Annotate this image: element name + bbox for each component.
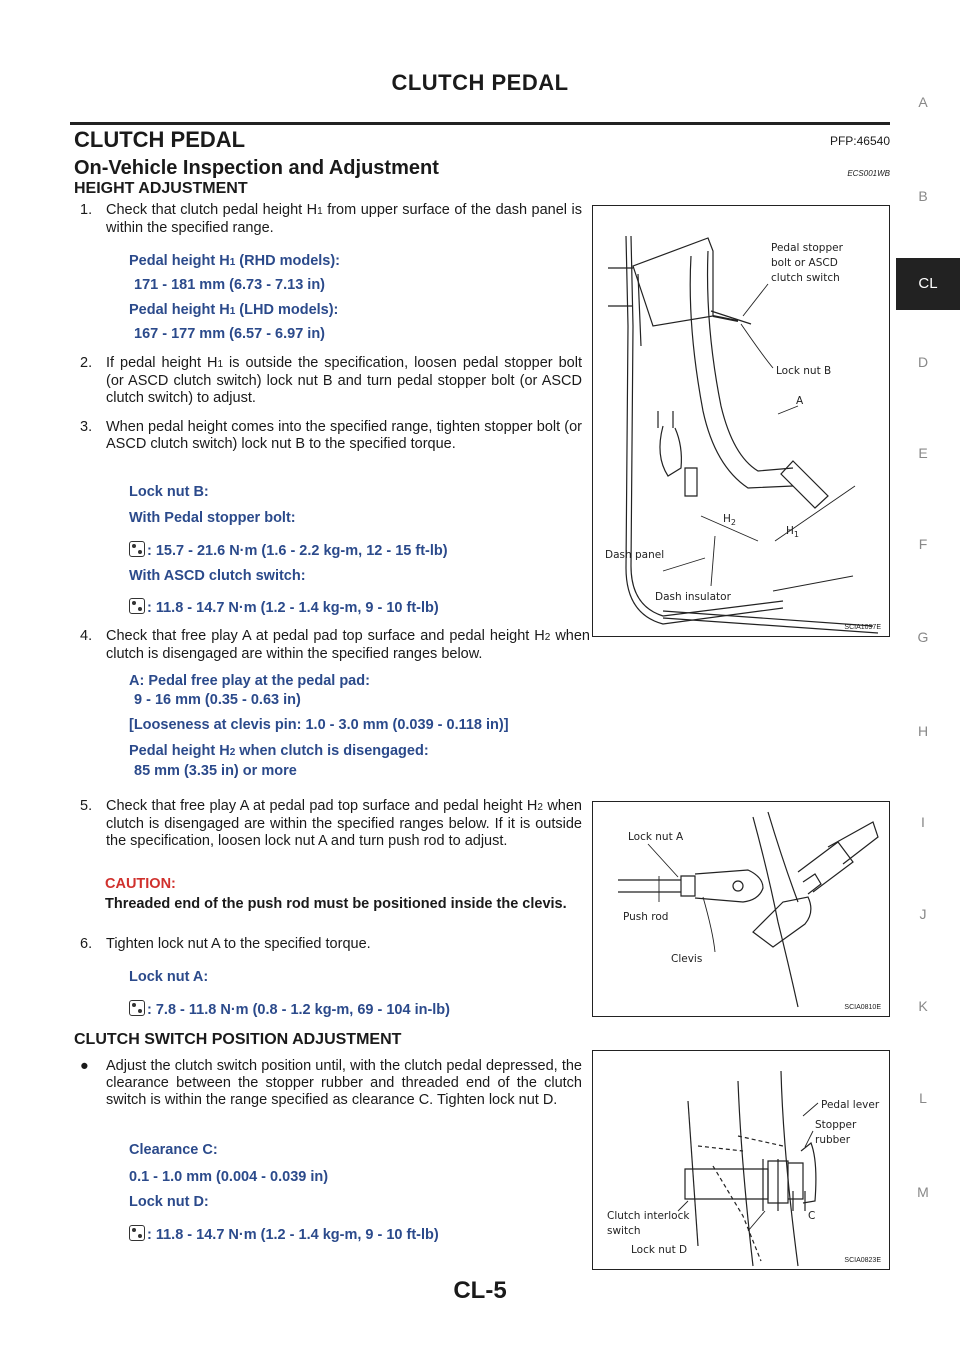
spec-lhd-label: Pedal height H1 (LHD models):	[129, 302, 339, 318]
stopper-bolt-label: With Pedal stopper bolt:	[129, 510, 296, 526]
side-tab-e[interactable]: E	[918, 445, 928, 461]
fig1-h1: $H_1$	[786, 525, 799, 539]
caution-label: CAUTION:	[105, 876, 176, 892]
push-rod-diagram	[593, 802, 889, 1016]
side-tab-k[interactable]: K	[918, 998, 928, 1014]
side-tab-i[interactable]: I	[921, 814, 925, 830]
step-1-number: 1.	[80, 202, 93, 218]
step-1	[80, 202, 582, 237]
switch-adjustment-heading: CLUTCH SWITCH POSITION ADJUSTMENT	[74, 1031, 402, 1048]
torque-wrench-icon	[129, 598, 145, 614]
ecs-code: ECS001WB	[847, 169, 890, 178]
fig1-a: A	[796, 395, 804, 407]
height-adjustment-heading: HEIGHT ADJUSTMENT	[74, 180, 248, 197]
fig1-stopper-label: Pedal stopper	[771, 242, 843, 254]
clutch-switch-diagram	[593, 1051, 889, 1269]
clearance-value: 0.1 - 1.0 mm (0.004 - 0.039 in)	[129, 1169, 329, 1185]
step-1-text-b: from upper surface of the dash panel is within the specified range.	[106, 202, 582, 236]
fig1-dash-panel: Dash panel	[605, 549, 665, 561]
side-tab-h[interactable]: H	[917, 723, 929, 739]
page-footer: CL-5	[453, 1277, 507, 1304]
fig1-dash-insulator: Dash insulator	[655, 591, 731, 603]
stopper-bolt-torque: : 15.7 - 21.6 N·m (1.6 - 2.2 kg-m, 12 - 15 ft-lb)	[129, 541, 448, 559]
side-tab-cl[interactable]: CL	[896, 258, 960, 310]
fig2-code: SCIA0810E	[844, 1004, 881, 1011]
bullet: ●	[80, 1058, 89, 1074]
spec-rhd-value: 171 - 181 mm (6.73 - 7.13 in)	[134, 277, 326, 293]
side-tab-g[interactable]: G	[917, 629, 929, 645]
page-header: CLUTCH PEDAL	[391, 70, 569, 95]
subsection-title: On-Vehicle Inspection and Adjustment	[74, 157, 439, 179]
fig3-lock-nut-d: Lock nut D	[631, 1244, 688, 1256]
ascd-switch-torque: : 11.8 - 14.7 N·m (1.2 - 1.4 kg-m, 9 - 10 ft-lb)	[129, 598, 439, 616]
lock-nut-a-label: Lock nut A:	[129, 969, 209, 985]
h2-value: 85 mm (3.35 in) or more	[134, 763, 297, 779]
pedal-height-diagram	[593, 206, 889, 636]
free-play-label: A: Pedal free play at the pedal pad:	[129, 673, 370, 689]
side-tab-b[interactable]: B	[918, 188, 928, 204]
step-5: 5. Check that free play A at pedal pad top surface and pedal height H2 when clutch is disengaged are within the specified ranges below. If it is outside the specification, loosen lock nut A and turn push rod to adjust.	[80, 798, 582, 849]
torque-wrench-icon	[129, 1225, 145, 1241]
side-tab-j[interactable]: J	[919, 906, 927, 922]
ascd-switch-label: With ASCD clutch switch:	[129, 568, 306, 584]
section-title: CLUTCH PEDAL	[74, 127, 246, 152]
step-4: 4. Check that free play A at pedal pad top surface and pedal height H2 when clutch is disengaged are within the specified ranges below.	[80, 628, 590, 662]
free-play-value: 9 - 16 mm (0.35 - 0.63 in)	[134, 692, 301, 708]
fig3-pedal-lever: Pedal lever	[821, 1099, 880, 1111]
figure-pedal-height	[592, 205, 890, 637]
side-tab-a[interactable]: A	[918, 94, 928, 110]
fig2-push-rod: Push rod	[623, 911, 669, 923]
switch-instruction: ● Adjust the clutch switch position until, with the clutch pedal depressed, the clearance between the stopper rubber and threaded end of the clutch switch is within the range specified as clearance C. Tighten lock nut D.	[80, 1058, 582, 1108]
fig3-stopper-rubber: Stopper	[815, 1119, 857, 1131]
step-6: 6. Tighten lock nut A to the specified torque.	[80, 936, 371, 952]
fig1-code: SCIA1097E	[844, 624, 881, 631]
looseness-spec: [Looseness at clevis pin: 1.0 - 3.0 mm (0.039 - 0.118 in)]	[129, 717, 509, 733]
side-tab-l[interactable]: L	[919, 1090, 927, 1106]
fig3-c: C	[808, 1210, 816, 1222]
side-tab-d[interactable]: D	[917, 354, 929, 370]
figure-push-rod	[592, 801, 890, 1017]
lock-nut-d-torque: : 11.8 - 14.7 N·m (1.2 - 1.4 kg-m, 9 - 10 ft-lb)	[129, 1225, 439, 1243]
h2-label: Pedal height H2 when clutch is disengaged:	[129, 743, 429, 759]
fig1-stopper-label: bolt or ASCD	[771, 257, 838, 269]
torque-wrench-icon	[129, 541, 145, 557]
lock-nut-d-label: Lock nut D:	[129, 1194, 209, 1210]
clearance-label: Clearance C:	[129, 1142, 218, 1158]
header-rule	[70, 122, 890, 125]
fig2-lock-nut-a: Lock nut A	[628, 831, 684, 843]
step-1-text-a: Check that clutch pedal height H	[106, 202, 318, 218]
fig3-code: SCIA0823E	[844, 1257, 881, 1264]
step-2: 2. If pedal height H1 is outside the specification, loosen pedal stopper bolt (or ASCD clutch switch) lock nut B and turn pedal stopper bolt (or ASCD clutch switch) to adjust.	[80, 355, 582, 406]
fig3-switch-label: switch	[607, 1225, 641, 1237]
step-3: 3. When pedal height comes into the specified range, tighten stopper bolt (or ASCD clutch switch) lock nut B to the specified torque.	[80, 419, 582, 452]
fig3-switch-label: Clutch interlock	[607, 1210, 690, 1222]
fig3-stopper-rubber: rubber	[815, 1134, 851, 1146]
torque-wrench-icon	[129, 1000, 145, 1016]
caution-text: Threaded end of the push rod must be positioned inside the clevis.	[105, 896, 567, 912]
spec-rhd-label: Pedal height H1 (RHD models):	[129, 253, 341, 269]
step-1-subscript: 1	[317, 206, 323, 217]
fig2-clevis: Clevis	[671, 953, 703, 965]
lock-nut-b-label: Lock nut B:	[129, 484, 209, 500]
lock-nut-a-torque: : 7.8 - 11.8 N·m (0.8 - 1.2 kg-m, 69 - 104 in-lb)	[129, 1000, 450, 1018]
side-tab-f[interactable]: F	[918, 536, 928, 552]
fig1-lock-nut-b: Lock nut B	[776, 365, 832, 377]
pfp-code: PFP:46540	[829, 134, 890, 148]
spec-lhd-value: 167 - 177 mm (6.57 - 6.97 in)	[134, 326, 326, 342]
fig1-h2: $H_2$	[723, 513, 736, 527]
figure-clutch-switch	[592, 1050, 890, 1270]
side-tab-m[interactable]: M	[917, 1184, 929, 1200]
fig1-stopper-label: clutch switch	[771, 272, 840, 284]
